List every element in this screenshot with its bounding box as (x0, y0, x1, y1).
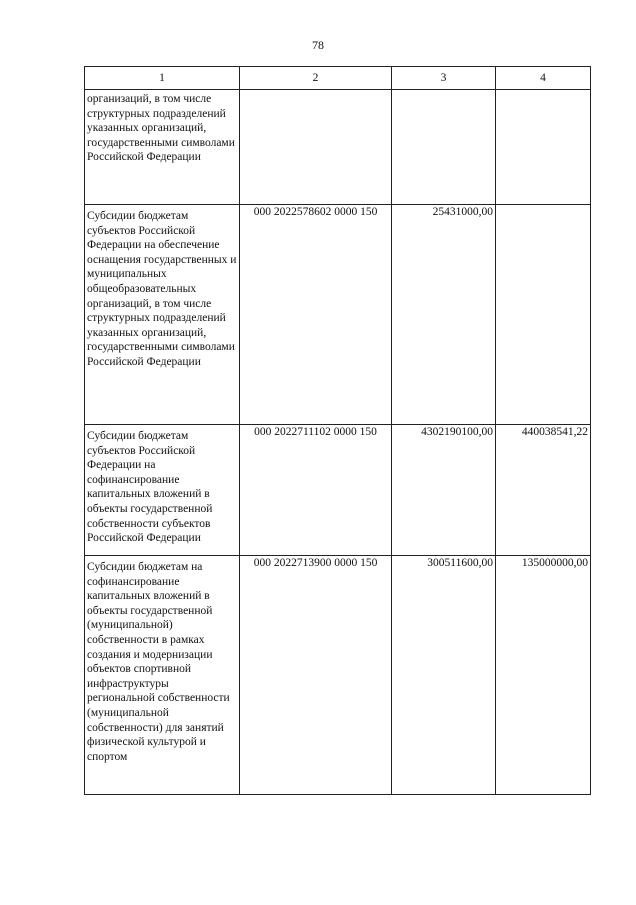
row-code: 000 2022713900 0000 150 (240, 556, 392, 795)
row-name: Субсидии бюджетам субъектов Российской Федерации на софинансирование капитальных вложений в объекты государственной собственности субъектов Российской Федерации (87, 430, 213, 545)
row-name-cell (85, 425, 240, 556)
budget-table (84, 66, 591, 795)
row-name: Субсидии бюджетам субъектов Российской Федерации на обеспечение оснащения государственных и муниципальных общеобразовательных организаций, в том числе структурных подразделений указанных организаций, государственными символами Российской Федерации (87, 210, 237, 368)
row-value-4: 135000000,00 (496, 556, 591, 795)
table-row (85, 556, 591, 795)
row-name: Субсидии бюджетам на софинансирование капитальных вложений в объекты государственной (муниципальной) собственности в рамках создания и модернизации объектов спортивной инфраструктуры региональной собственности (муниципальной собственности) для занятий физической культурой и спортом (87, 561, 230, 763)
row-name: организаций, в том числе структурных подразделений указанных организаций, государственными символами Российской Федерации (87, 93, 235, 164)
table-row (85, 205, 591, 425)
table-row (85, 90, 591, 205)
page-number: 78 (312, 38, 324, 52)
row-value-3 (392, 90, 496, 205)
row-name-cell (85, 90, 240, 205)
row-value-4 (496, 90, 591, 205)
row-value-4: 440038541,22 (496, 425, 591, 556)
row-value-3: 4302190100,00 (392, 425, 496, 556)
column-header-1: 1 (85, 67, 240, 90)
row-code: 000 2022711102 0000 150 (240, 425, 392, 556)
row-name-cell (85, 556, 240, 795)
column-header-3: 3 (392, 67, 496, 90)
row-code (240, 90, 392, 205)
row-code: 000 2022578602 0000 150 (240, 205, 392, 425)
row-name-cell (85, 205, 240, 425)
header-row (85, 67, 591, 90)
row-value-3: 300511600,00 (392, 556, 496, 795)
row-value-3: 25431000,00 (392, 205, 496, 425)
column-header-2: 2 (240, 67, 392, 90)
column-header-4: 4 (496, 67, 591, 90)
table-row (85, 425, 591, 556)
row-value-4 (496, 205, 591, 425)
